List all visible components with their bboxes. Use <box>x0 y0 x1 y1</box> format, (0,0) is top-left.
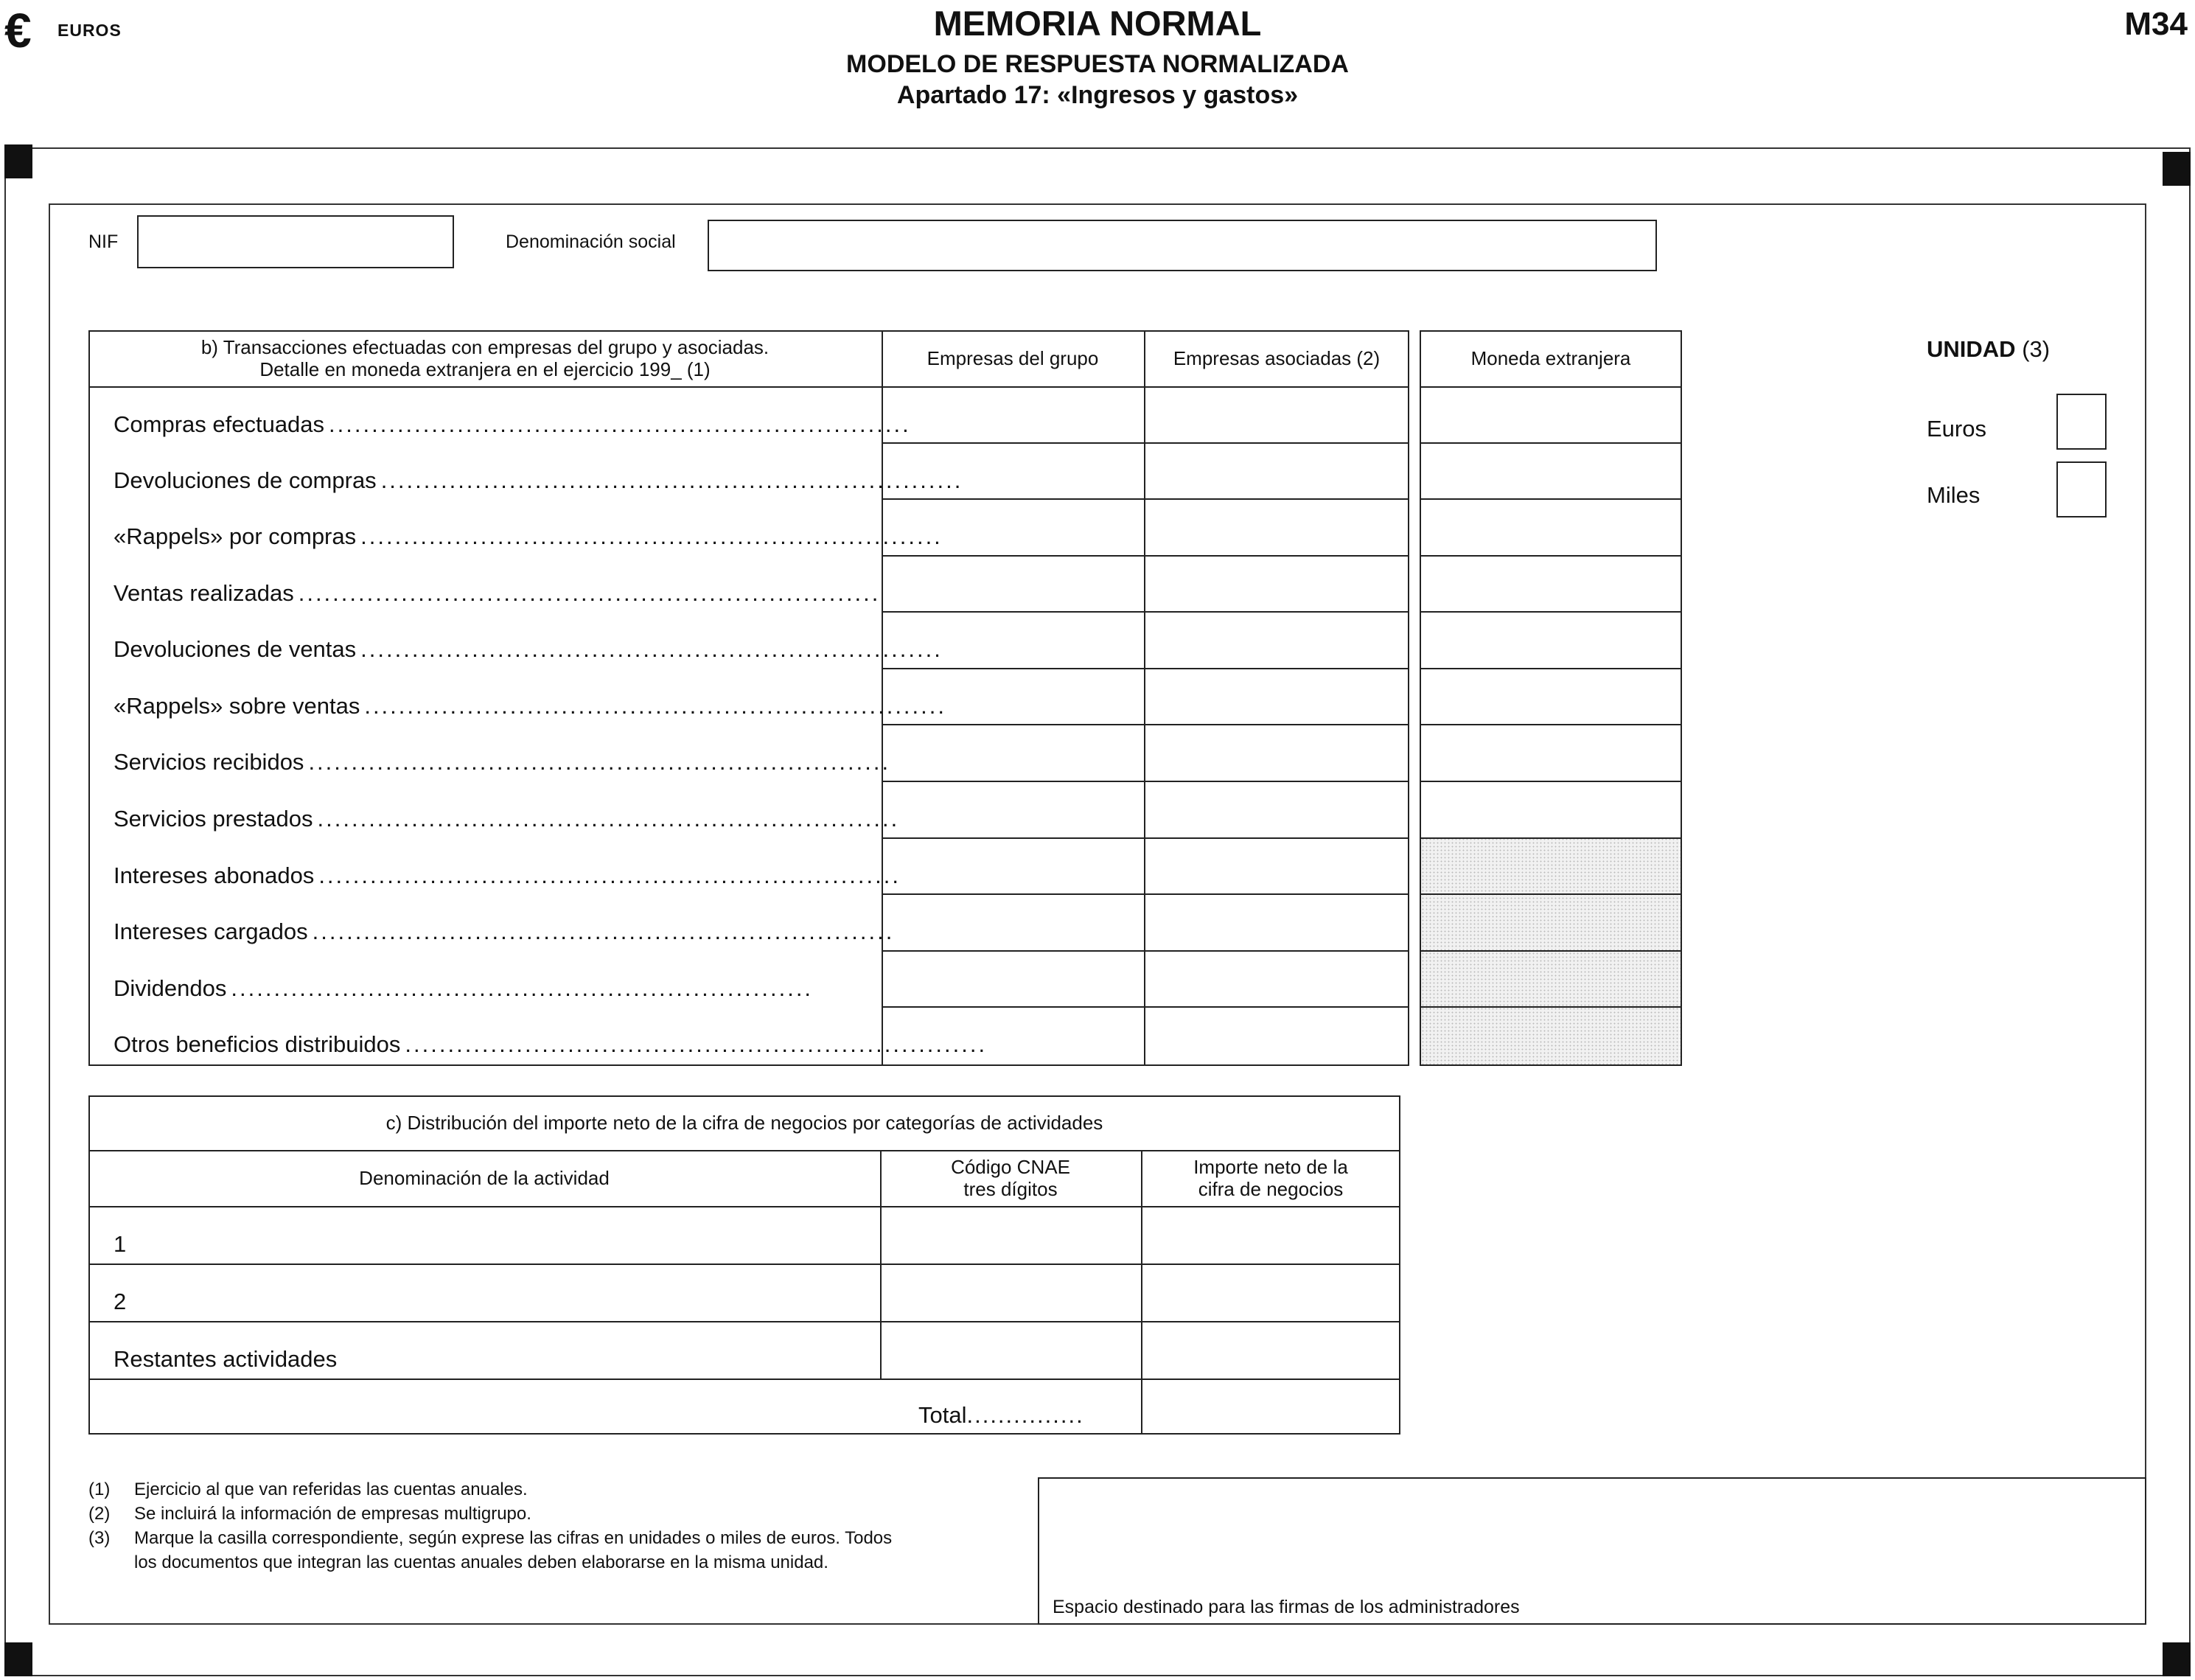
row-label-text: Otros beneficios distribuidos <box>114 1031 401 1057</box>
footnote-3-continued <box>88 1550 892 1575</box>
registration-mark <box>4 1642 32 1676</box>
transactions-heading-line1: b) Transacciones efectuadas con empresas del grupo y asociadas. <box>200 336 770 358</box>
transaction-row-label <box>114 611 943 667</box>
transactions-heading <box>88 330 882 386</box>
column-header-net-amount <box>1141 1150 1400 1206</box>
activity-row-label: 2 <box>114 1289 127 1314</box>
column-header-activity: Denominación de la actividad <box>359 1167 610 1189</box>
leader-dots: .................................................................... <box>318 862 901 888</box>
net-amount-header-line2: cifra de negocios <box>1198 1178 1344 1200</box>
signature-box[interactable] <box>1038 1477 2146 1625</box>
row-divider <box>1420 837 1682 839</box>
net-amount-input-column[interactable] <box>1142 1207 1399 1433</box>
column-header-foreign-currency: Moneda extranjera <box>1470 347 1631 369</box>
row-label-text: Devoluciones de compras <box>114 467 377 493</box>
foreign-currency-input-column[interactable] <box>1421 388 1681 836</box>
unit-thousands-checkbox[interactable] <box>2056 461 2107 517</box>
column-header-associates: Empresas asociadas (2) <box>1173 347 1381 369</box>
transaction-row-label <box>114 837 901 893</box>
cnae-code-input-column[interactable] <box>882 1207 1140 1378</box>
transaction-row-label <box>114 386 911 442</box>
leader-dots: .................................................................... <box>298 580 881 606</box>
footnote-number: (1) <box>88 1479 111 1499</box>
total-label-text: Total <box>918 1402 967 1428</box>
column-header-cnae <box>880 1150 1141 1206</box>
row-label-text: «Rappels» por compras <box>114 523 357 549</box>
leader-dots: ............... <box>966 1402 1084 1428</box>
cnae-header-line1: Código CNAE <box>951 1156 1070 1178</box>
footnote-text: Ejercicio al que van referidas las cuentas anuales. <box>134 1479 528 1499</box>
nif-label: NIF <box>88 231 119 252</box>
row-divider <box>1420 893 1682 895</box>
transaction-row-label <box>114 555 881 611</box>
leader-dots: .................................................................... <box>360 523 943 549</box>
row-label-text: Compras efectuadas <box>114 411 325 437</box>
transaction-row-label <box>114 668 946 724</box>
leader-dots: .................................................................... <box>308 749 891 775</box>
group-companies-input-column[interactable] <box>883 388 1142 1064</box>
associated-companies-input-column[interactable] <box>1145 388 1408 1064</box>
registration-mark <box>4 144 32 178</box>
unit-euros-label: Euros <box>1927 416 1986 442</box>
footnote-text: Se incluirá la información de empresas multigrupo. <box>134 1504 531 1524</box>
activity-distribution-table <box>88 1095 1400 1435</box>
transaction-row-label <box>114 442 963 498</box>
row-label-text: Servicios prestados <box>114 806 313 832</box>
leader-dots: .................................................................... <box>405 1031 988 1057</box>
transaction-row-label <box>114 498 943 554</box>
registration-mark <box>2163 152 2191 186</box>
nif-field[interactable] <box>137 215 454 268</box>
cnae-header-line2: tres dígitos <box>963 1178 1058 1200</box>
page-subtitle: MODELO DE RESPUESTA NORMALIZADA <box>846 50 1349 78</box>
net-amount-header-line1: Importe neto de la <box>1193 1156 1348 1178</box>
unit-euros-checkbox[interactable] <box>2056 394 2107 450</box>
transaction-row-label <box>114 950 873 1006</box>
activity-row-label: 1 <box>114 1231 127 1257</box>
transaction-row-label <box>114 1006 988 1062</box>
unit-title-bold: UNIDAD <box>1927 336 2016 362</box>
unit-title <box>1927 336 2050 363</box>
footnote-1 <box>88 1477 892 1502</box>
transaction-row-label <box>114 781 900 837</box>
row-divider <box>1420 1006 1682 1008</box>
row-label-text: «Rappels» sobre ventas <box>114 693 360 719</box>
leader-dots: .................................................................... <box>364 693 946 719</box>
company-name-field[interactable] <box>708 220 1657 271</box>
total-label <box>918 1402 1084 1429</box>
unit-title-note: (3) <box>2022 336 2051 362</box>
leader-dots: .................................................................... <box>312 919 895 944</box>
footnote-3 <box>88 1526 892 1550</box>
leader-dots: .................................................................... <box>329 411 911 437</box>
footnote-number: (2) <box>88 1504 111 1524</box>
leader-dots: .................................................................... <box>360 636 943 662</box>
euro-icon: € <box>4 3 32 57</box>
leader-dots: .................................................................... <box>380 467 963 493</box>
model-code: M34 <box>2124 6 2188 42</box>
column-header-group: Empresas del grupo <box>926 347 1099 369</box>
leader-dots: .................................................................... <box>317 806 900 832</box>
footnote-number: (3) <box>88 1528 111 1548</box>
page-title: MEMORIA NORMAL <box>933 4 1262 43</box>
signature-label: Espacio destinado para las firmas de los administradores <box>1053 1597 1520 1617</box>
row-label-text: Intereses abonados <box>114 862 315 888</box>
unit-thousands-label: Miles <box>1927 482 1981 508</box>
footnote-text: Marque la casilla correspondiente, según exprese las cifras en unidades o miles de euros. Todos <box>134 1528 893 1548</box>
transaction-row-label <box>114 893 895 949</box>
activity-row-label: Restantes actividades <box>114 1346 338 1372</box>
transactions-table <box>88 330 1682 1066</box>
footnote-text: los documentos que integran las cuentas anuales deben elaborarse en la misma unidad. <box>134 1552 828 1572</box>
row-label-text: Dividendos <box>114 975 227 1001</box>
row-label-text: Intereses cargados <box>114 919 308 944</box>
row-label-text: Ventas realizadas <box>114 580 294 606</box>
footnote-2 <box>88 1502 892 1526</box>
row-label-text: Servicios recibidos <box>114 749 304 775</box>
section-title: Apartado 17: «Ingresos y gastos» <box>896 81 1299 109</box>
currency-label: EUROS <box>57 21 122 40</box>
transactions-heading-line2: Detalle en moneda extranjera en el ejercicio 199_ (1) <box>259 358 711 380</box>
registration-mark <box>2163 1642 2191 1676</box>
company-name-label: Denominación social <box>506 231 676 252</box>
activity-name-input-column[interactable] <box>90 1207 879 1378</box>
activity-table-heading: c) Distribución del importe neto de la cifra de negocios por categorías de actividades <box>385 1112 1103 1134</box>
transaction-row-label <box>114 724 891 780</box>
footnotes <box>88 1477 892 1575</box>
row-divider <box>1420 950 1682 952</box>
leader-dots: .................................................................... <box>231 975 814 1001</box>
row-label-text: Devoluciones de ventas <box>114 636 357 662</box>
